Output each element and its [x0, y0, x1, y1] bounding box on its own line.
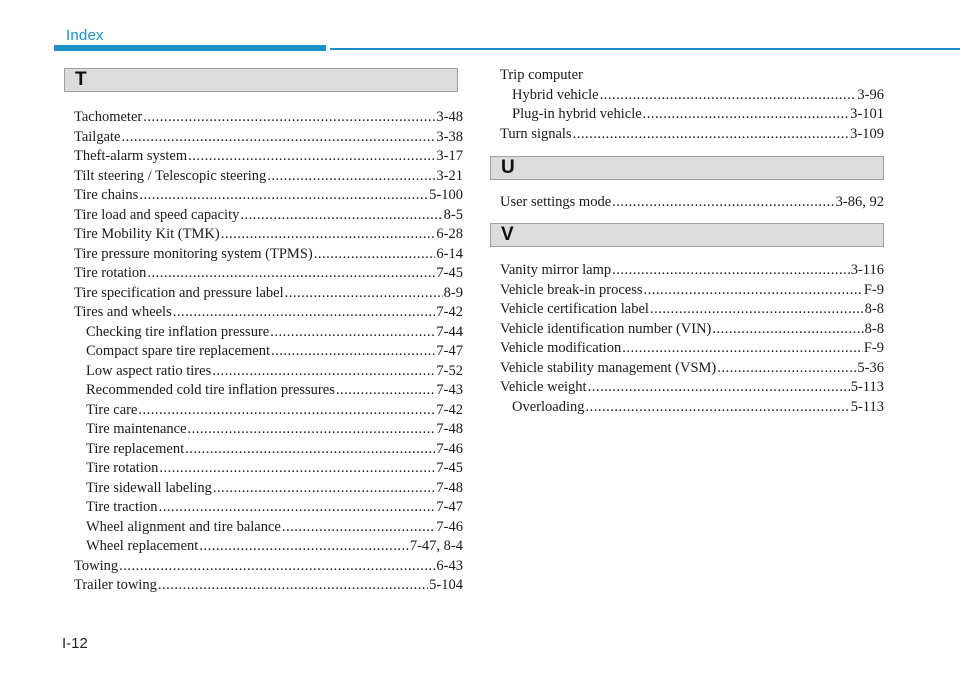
index-page-ref: 7-52	[436, 362, 463, 379]
index-entry	[500, 359, 884, 379]
index-entry	[74, 245, 463, 265]
index-term: Turn signals	[500, 125, 572, 142]
index-entry	[74, 518, 463, 538]
index-term: Vehicle stability management (VSM)	[500, 359, 717, 376]
index-page-ref: 7-48	[436, 421, 463, 437]
leader-dots	[612, 261, 850, 281]
index-page-ref: 3-21	[436, 167, 463, 184]
header-rule-thin	[330, 48, 960, 50]
index-list-u	[500, 193, 884, 213]
leader-dots	[717, 359, 856, 379]
index-page-ref: 3-101	[850, 106, 884, 122]
index-entry	[74, 557, 463, 577]
index-entry	[74, 381, 463, 401]
leader-dots	[600, 86, 857, 106]
leader-dots	[285, 284, 443, 304]
leader-dots	[143, 108, 435, 128]
index-entry	[74, 537, 463, 557]
leader-dots	[612, 193, 835, 213]
index-term: Tire replacement	[86, 440, 185, 457]
index-entry	[74, 206, 463, 226]
index-page-ref: 6-14	[436, 245, 463, 262]
index-term: Vehicle certification label	[500, 301, 649, 317]
index-term: Overloading	[512, 398, 585, 415]
index-page-ref: 7-47, 8-4	[409, 538, 463, 554]
leader-dots	[188, 147, 435, 167]
index-page-ref: F-9	[863, 281, 884, 298]
leader-dots	[185, 440, 435, 460]
index-entry	[74, 167, 463, 187]
index-entry	[500, 261, 884, 281]
index-page-ref: 7-42	[436, 304, 463, 320]
index-page-ref: 5-100	[429, 187, 463, 203]
index-column-left	[74, 108, 463, 596]
index-entry	[74, 576, 463, 596]
index-page-ref: 3-17	[436, 148, 463, 164]
index-page-ref: 5-113	[850, 379, 884, 395]
index-term: Checking tire inflation pressure	[86, 323, 270, 340]
index-term: Trip computer	[500, 67, 583, 83]
index-entry	[500, 339, 884, 359]
index-page-ref: 3-86, 92	[835, 194, 884, 210]
index-entry	[74, 498, 463, 518]
index-term: Plug-in hybrid vehicle	[512, 106, 642, 122]
index-page-ref: 7-44	[436, 323, 463, 340]
index-page-ref: 3-96	[857, 86, 884, 103]
index-term: Wheel replacement	[86, 538, 199, 554]
index-term: Tilt steering / Telescopic steering	[74, 167, 267, 184]
leader-dots	[213, 479, 435, 499]
index-entry	[74, 459, 463, 479]
index-page-ref: 3-116	[850, 262, 884, 278]
index-list-v	[500, 261, 884, 417]
index-entry	[500, 193, 884, 213]
index-page-ref: 7-45	[436, 265, 463, 281]
index-entry	[500, 105, 884, 125]
index-entry	[500, 86, 884, 106]
leader-dots	[173, 303, 436, 323]
index-page-ref: F-9	[863, 340, 884, 356]
index-page-ref: 7-43	[436, 382, 463, 398]
leader-dots	[221, 225, 436, 245]
index-page-ref: 3-48	[436, 109, 463, 125]
leader-dots	[314, 245, 436, 265]
index-term: Towing	[74, 557, 119, 574]
leader-dots	[122, 128, 436, 148]
leader-dots	[267, 167, 435, 187]
leader-dots	[650, 300, 864, 320]
index-term: Tire rotation	[74, 265, 147, 281]
leader-dots	[240, 206, 442, 226]
index-page-ref: 8-9	[443, 284, 463, 301]
leader-dots	[158, 576, 428, 596]
index-term: Tire Mobility Kit (TMK)	[74, 226, 220, 242]
index-entry	[74, 401, 463, 421]
index-page-ref: 8-8	[864, 320, 884, 337]
index-entry	[74, 186, 463, 206]
leader-dots	[199, 537, 409, 557]
index-entry	[500, 320, 884, 340]
index-page-ref: 5-104	[429, 577, 463, 593]
index-entry	[74, 225, 463, 245]
index-page-ref: 3-109	[850, 125, 884, 142]
leader-dots	[573, 125, 850, 145]
leader-dots	[585, 398, 849, 418]
index-page-ref: 8-5	[443, 206, 463, 223]
index-term: Theft-alarm system	[74, 148, 188, 164]
leader-dots	[188, 420, 436, 440]
index-term: Trailer towing	[74, 577, 157, 593]
index-term: Tailgate	[74, 128, 121, 145]
index-page-ref: 7-46	[436, 518, 463, 535]
index-page-ref: 7-48	[436, 479, 463, 496]
header-rule-thick	[54, 45, 326, 51]
index-term: Vehicle break-in process	[500, 281, 643, 298]
index-page-ref: 5-113	[850, 398, 884, 415]
index-term: Hybrid vehicle	[512, 86, 599, 103]
index-term: Tire rotation	[86, 460, 159, 476]
index-page-ref: 7-47	[436, 499, 463, 515]
index-term: Compact spare tire replacement	[86, 343, 270, 359]
index-page-ref: 7-47	[436, 343, 463, 359]
index-page-ref: 6-28	[436, 226, 463, 242]
index-entry	[74, 303, 463, 323]
leader-dots	[588, 378, 850, 398]
section-header-t: T	[64, 68, 458, 92]
index-page-ref: 7-45	[436, 460, 463, 476]
index-entry	[500, 398, 884, 418]
leader-dots	[270, 323, 435, 343]
header-title: Index	[66, 27, 104, 44]
index-entry	[74, 147, 463, 167]
index-term: Tire traction	[86, 499, 158, 515]
index-entry	[74, 284, 463, 304]
index-entry	[74, 479, 463, 499]
index-entry	[74, 128, 463, 148]
leader-dots	[643, 105, 849, 125]
index-entry	[500, 66, 884, 86]
index-term: Tires and wheels	[74, 304, 172, 320]
index-term: Tire chains	[74, 187, 139, 203]
leader-dots	[336, 381, 436, 401]
index-term: Vehicle modification	[500, 340, 622, 356]
index-page-ref: 5-36	[857, 359, 884, 376]
index-entry	[74, 342, 463, 362]
index-entry	[74, 362, 463, 382]
index-page-ref: 6-43	[436, 557, 463, 574]
index-entry	[74, 264, 463, 284]
leader-dots	[138, 401, 435, 421]
index-list-t-continued	[500, 66, 884, 144]
leader-dots	[159, 498, 436, 518]
index-entry	[500, 125, 884, 145]
leader-dots	[139, 186, 428, 206]
index-term: Vehicle identification number (VIN)	[500, 320, 712, 337]
index-term: Vanity mirror lamp	[500, 262, 612, 278]
index-page-ref: 7-42	[436, 401, 463, 418]
index-term: Wheel alignment and tire balance	[86, 518, 281, 535]
index-term: Tachometer	[74, 109, 143, 125]
index-term: Tire sidewall labeling	[86, 479, 212, 496]
index-entry	[74, 108, 463, 128]
leader-dots	[282, 518, 436, 538]
index-term: Low aspect ratio tires	[86, 362, 212, 379]
index-entry	[74, 420, 463, 440]
leader-dots	[622, 339, 863, 359]
index-entry	[74, 440, 463, 460]
index-page-ref: 3-38	[436, 128, 463, 145]
index-term: Tire pressure monitoring system (TPMS)	[74, 245, 313, 262]
section-header-v: V	[490, 223, 884, 247]
index-term: Tire specification and pressure label	[74, 284, 284, 301]
index-term: Vehicle weight	[500, 379, 587, 395]
index-page-ref: 7-46	[436, 440, 463, 457]
index-term: Tire care	[86, 401, 138, 418]
index-entry	[500, 378, 884, 398]
index-term: Tire maintenance	[86, 421, 187, 437]
index-entry	[500, 300, 884, 320]
leader-dots	[119, 557, 435, 577]
index-entry	[500, 281, 884, 301]
index-term: User settings mode	[500, 194, 612, 210]
section-header-u: U	[490, 156, 884, 180]
index-term: Tire load and speed capacity	[74, 206, 240, 223]
index-column-right	[500, 66, 884, 144]
index-entry	[74, 323, 463, 343]
index-term: Recommended cold tire inflation pressures	[86, 382, 335, 398]
leader-dots	[159, 459, 435, 479]
index-page-ref: 8-8	[864, 301, 884, 317]
leader-dots	[271, 342, 435, 362]
leader-dots	[212, 362, 435, 382]
leader-dots	[147, 264, 435, 284]
footer-page-number: I-12	[62, 635, 88, 652]
leader-dots	[644, 281, 863, 301]
leader-dots	[712, 320, 863, 340]
